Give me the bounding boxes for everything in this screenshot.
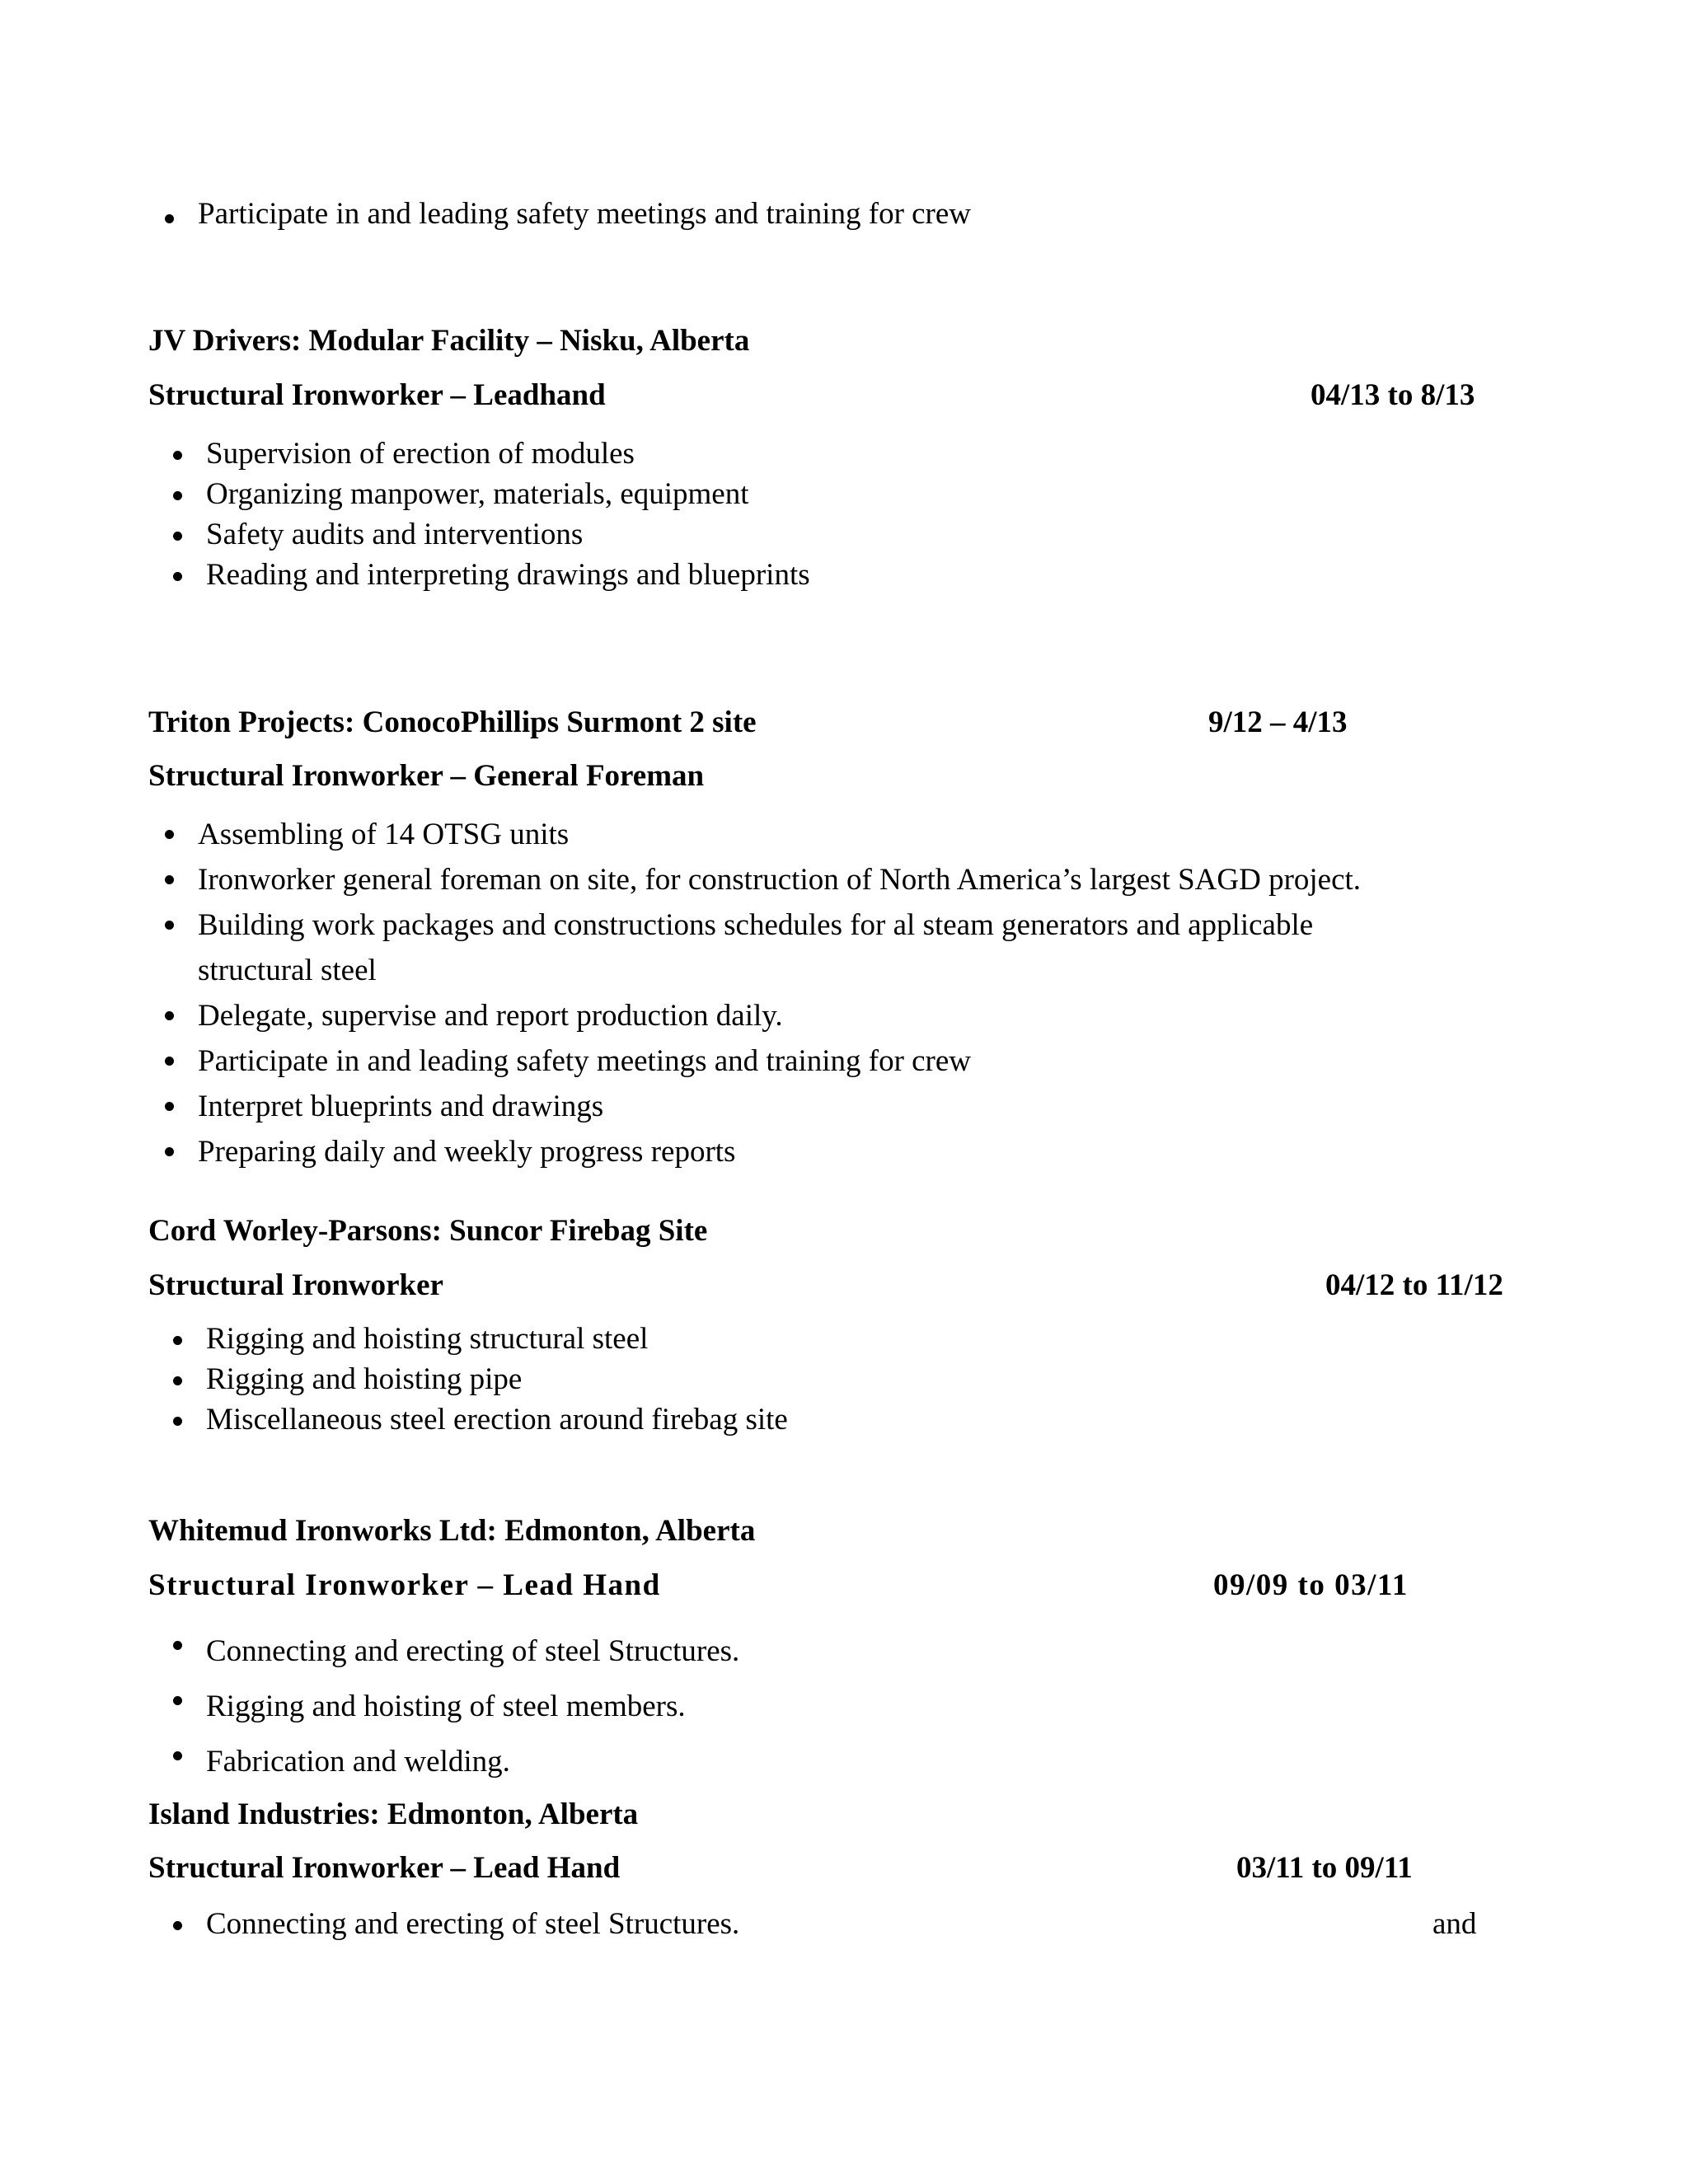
- job-dates: 9/12 – 4/13: [1208, 705, 1348, 739]
- list-item: Reading and interpreting drawings and blueprints: [206, 555, 810, 595]
- job-title: Structural Ironworker – General Foreman: [148, 759, 705, 793]
- list-item-continuation: structural steel: [198, 954, 377, 987]
- job-title: Structural Ironworker: [148, 1268, 443, 1302]
- job-bullet-list: [198, 812, 1361, 1174]
- job-title: Structural Ironworker – Leadhand: [148, 378, 606, 412]
- list-item: Miscellaneous steel erection around firebag site: [206, 1399, 788, 1440]
- list-item: Fabrication and welding.: [206, 1734, 739, 1789]
- list-item: Assembling of 14 OTSG units: [198, 812, 1361, 857]
- job-title: Structural Ironworker – Lead Hand: [148, 1568, 661, 1602]
- list-item: Participate in and leading safety meetings and training for crew: [198, 197, 972, 231]
- job-company: Whitemud Ironworks Ltd: Edmonton, Alberta: [148, 1514, 756, 1548]
- job-company: Triton Projects: ConocoPhillips Surmont 2 site: [148, 705, 757, 739]
- list-item: Connecting and erecting of steel Structures.: [206, 1904, 739, 1944]
- job-dates: 09/09 to 03/11: [1213, 1568, 1409, 1602]
- list-item: Participate in and leading safety meetings and training for crew: [198, 1038, 1361, 1084]
- list-item: Ironworker general foreman on site, for construction of North America’s largest SAGD project.: [198, 857, 1361, 902]
- list-item: Organizing manpower, materials, equipment: [206, 474, 810, 514]
- top-bullet-list: [198, 196, 971, 232]
- trailing-word: and: [1432, 1907, 1477, 1941]
- list-item: Safety audits and interventions: [206, 514, 810, 555]
- job-bullet-list: [206, 1904, 739, 1944]
- job-company: Island Industries: Edmonton, Alberta: [148, 1797, 639, 1831]
- list-item: Rigging and hoisting structural steel: [206, 1319, 788, 1359]
- job-dates: 04/13 to 8/13: [1311, 378, 1475, 412]
- list-item: Supervision of erection of modules: [206, 434, 810, 474]
- list-item: Building work packages and constructions schedules for al steam generators and applicable: [198, 902, 1361, 948]
- job-dates: 04/12 to 11/12: [1325, 1268, 1503, 1302]
- list-item: Interpret blueprints and drawings: [198, 1084, 1361, 1129]
- job-company: JV Drivers: Modular Facility – Nisku, Alberta: [148, 324, 750, 358]
- list-item: Rigging and hoisting pipe: [206, 1359, 788, 1399]
- job-bullet-list: [206, 1319, 788, 1440]
- list-item: Delegate, supervise and report production daily.: [198, 993, 1361, 1038]
- list-item: Preparing daily and weekly progress reports: [198, 1129, 1361, 1174]
- job-bullet-list: [206, 434, 810, 595]
- job-bullet-list: [206, 1624, 739, 1789]
- job-company: Cord Worley-Parsons: Suncor Firebag Site: [148, 1214, 708, 1248]
- job-title: Structural Ironworker – Lead Hand: [148, 1851, 621, 1885]
- list-item: Connecting and erecting of steel Structures.: [206, 1624, 739, 1679]
- list-item: Rigging and hoisting of steel members.: [206, 1679, 739, 1734]
- job-dates: 03/11 to 09/11: [1236, 1851, 1413, 1885]
